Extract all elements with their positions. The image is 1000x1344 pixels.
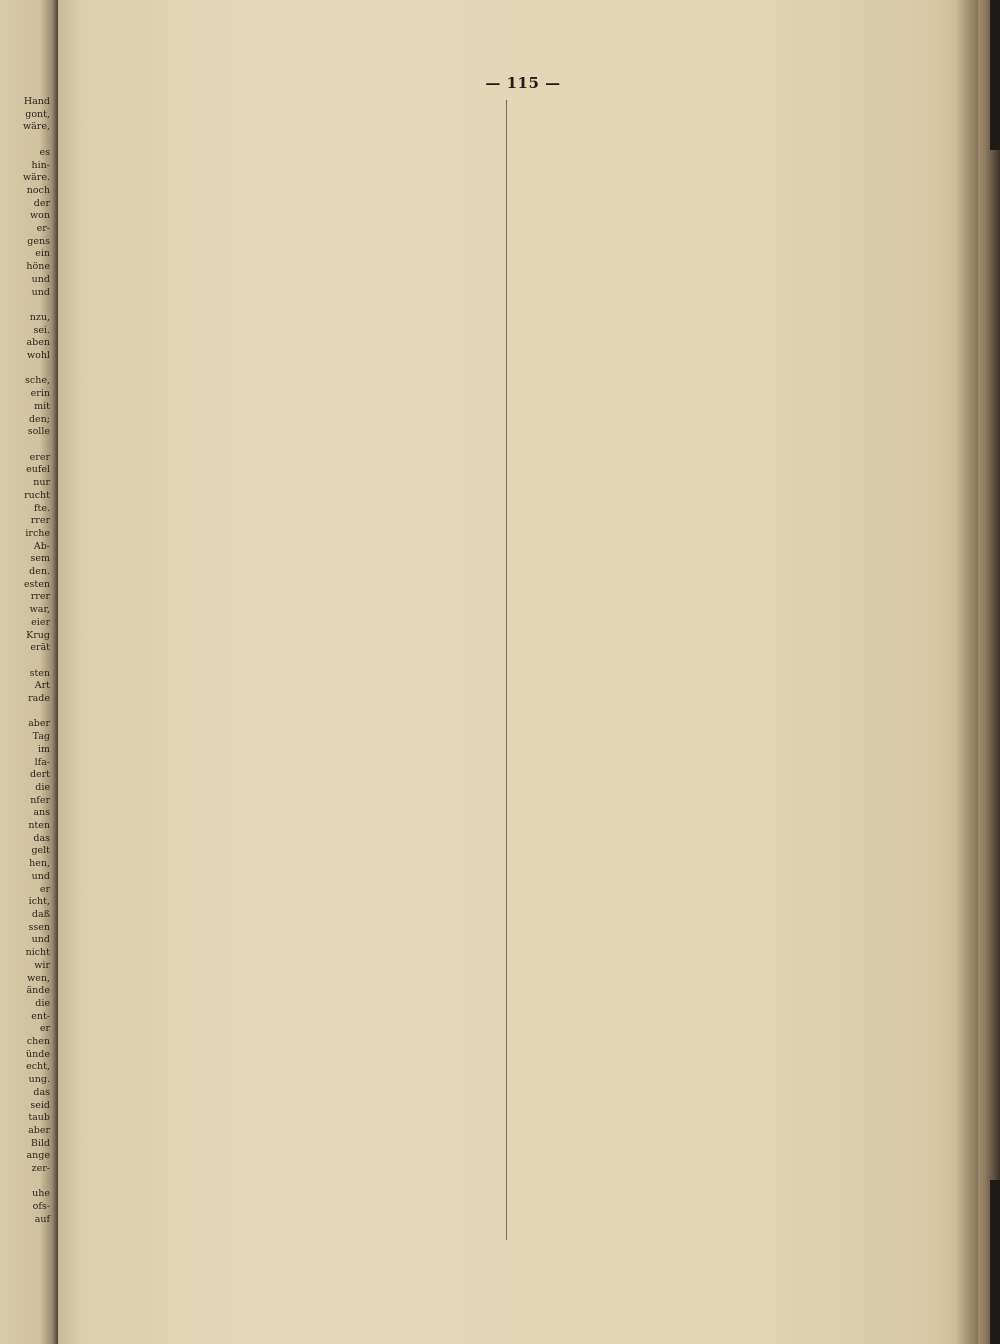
- column-divider: [506, 100, 507, 1240]
- page-gutter-shadow: [956, 0, 978, 1344]
- right-page: [58, 0, 978, 1344]
- page-number: — 115 —: [485, 74, 561, 92]
- left-page-margin-text: Hand gont, wäre, es hin- wäre. noch der won er- gens ein höne und und nzu, sei. aben wohl sche, erin mit den; solle erer eufel nur rucht fte. rrer irche Ab- sem den. esten rrer war, eier Krug erät sten Art rade aber Tag im lfa- dert die nfer ans nten das gelt hen, und er icht, daß ssen und nicht wir wen, ände die ent- er chen ünde echt, ung. das seid taub aber Bild ange zer- uhe ofs- auf: [23, 96, 50, 1225]
- binding-edge-dark-bottom: [990, 1180, 1000, 1344]
- binding-edge-dark-top: [990, 0, 1000, 150]
- left-page-edge: [0, 0, 58, 1344]
